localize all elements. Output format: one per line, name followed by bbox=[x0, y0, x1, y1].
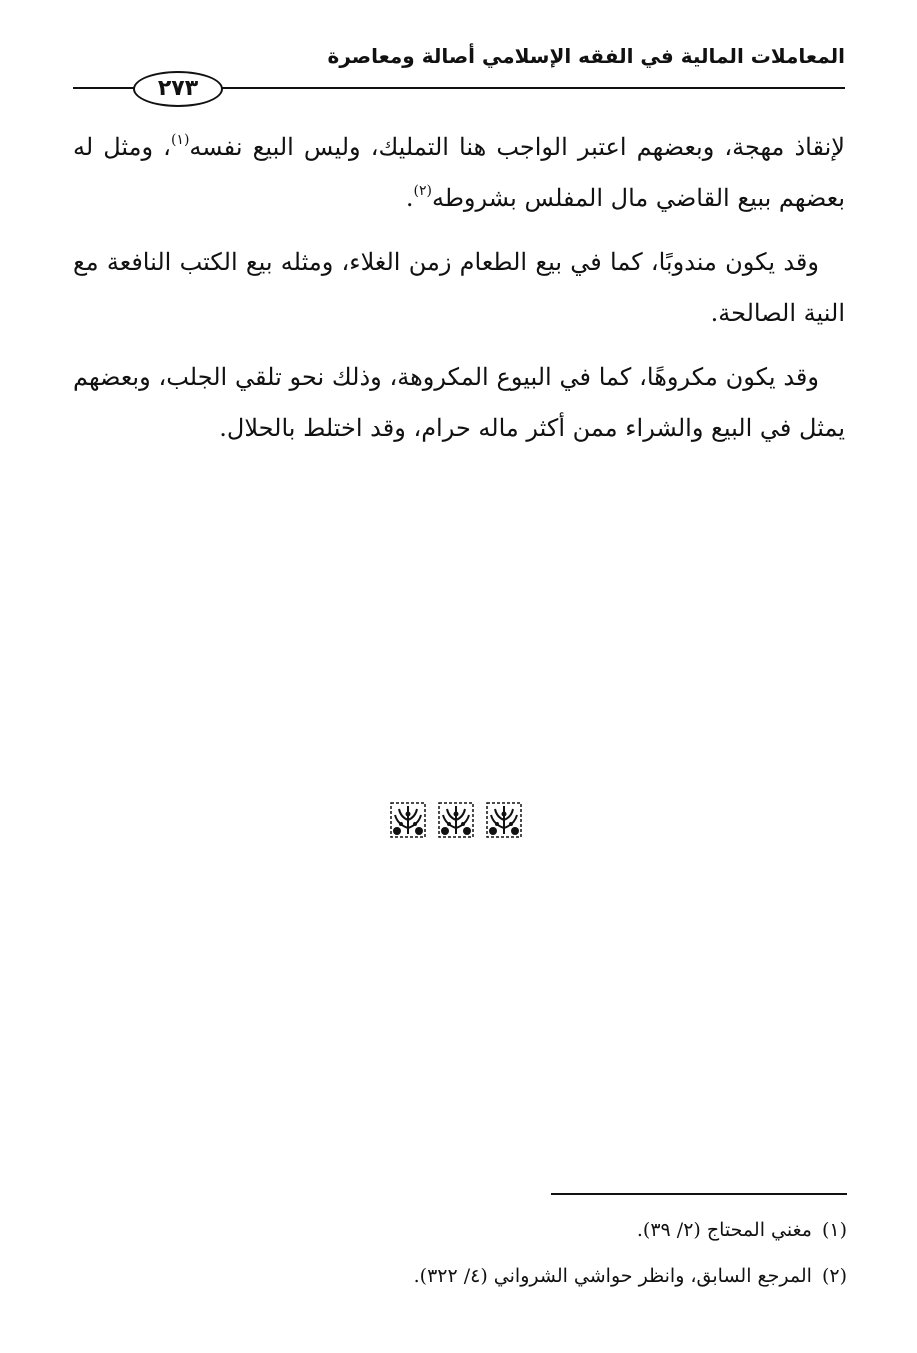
paragraph-text: ، ومثل له بعضهم ببيع القاضي مال المفلس بشروطه bbox=[73, 133, 845, 212]
floral-divider-icon bbox=[388, 800, 428, 840]
section-ornament bbox=[388, 800, 524, 840]
book-title: المعاملات المالية في الفقه الإسلامي أصالة ومعاصرة bbox=[327, 44, 845, 68]
footnote-number: (١) bbox=[821, 1219, 847, 1241]
floral-divider-icon bbox=[436, 800, 476, 840]
footnotes bbox=[347, 1207, 847, 1299]
page-number: ٢٧٣ bbox=[133, 71, 223, 107]
footnote bbox=[347, 1207, 847, 1253]
footnote-reference: (١) bbox=[170, 132, 190, 148]
main-text bbox=[73, 122, 845, 467]
paragraph-text: . bbox=[405, 184, 414, 212]
paragraph: وقد يكون مندوبًا، كما في بيع الطعام زمن الغلاء، ومثله بيع الكتب النافعة مع النية الصالحة. bbox=[73, 248, 845, 327]
paragraph-text: لإنقاذ مهجة، وبعضهم اعتبر الواجب هنا التمليك، وليس البيع نفسه bbox=[189, 133, 845, 161]
footnote-reference: (٢) bbox=[413, 183, 432, 199]
footnote bbox=[347, 1253, 847, 1299]
footnote-text: المرجع السابق، وانظر حواشي الشرواني (٤/ ٣٢٢). bbox=[413, 1265, 812, 1287]
paragraph bbox=[73, 122, 845, 224]
floral-divider-icon bbox=[484, 800, 524, 840]
footnote-text: مغني المحتاج (٢/ ٣٩). bbox=[636, 1219, 812, 1241]
paragraph: وقد يكون مكروهًا، كما في البيوع المكروهة، وذلك نحو تلقي الجلب، وبعضهم يمثل في البيع والشراء ممن أكثر ماله حرام، وقد اختلط بالحلال. bbox=[73, 363, 845, 442]
page-header bbox=[73, 40, 845, 110]
footnote-separator bbox=[551, 1193, 847, 1195]
footnote-number: (٢) bbox=[821, 1265, 847, 1287]
